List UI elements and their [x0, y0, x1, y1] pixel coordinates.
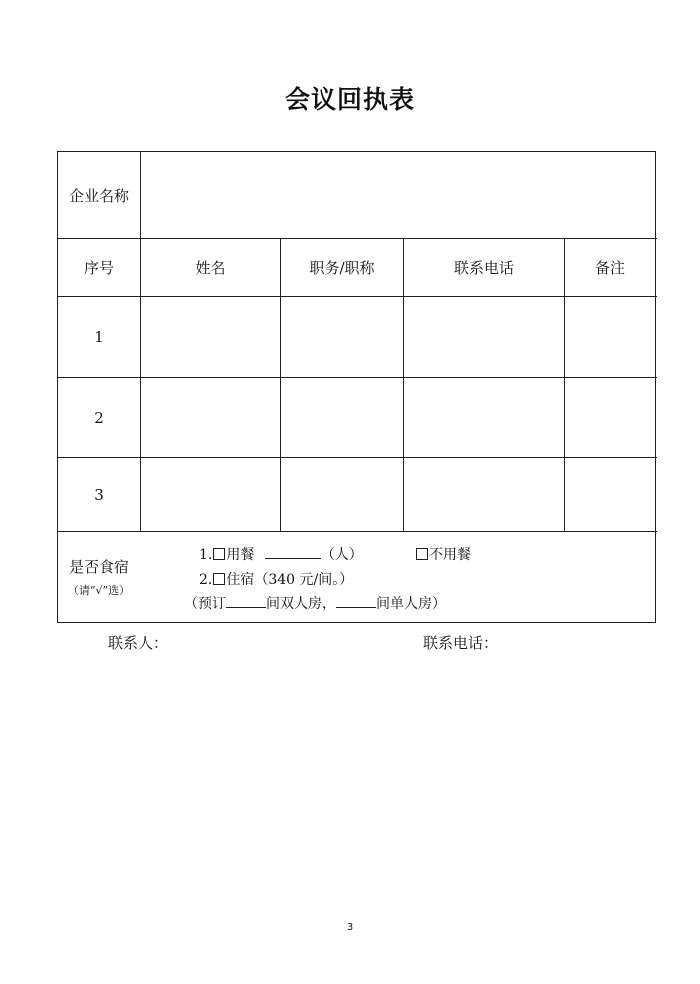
row-number: 3: [94, 485, 104, 504]
row-1-position-field[interactable]: [281, 297, 403, 377]
row-2-remark-field[interactable]: [565, 378, 655, 457]
booking-line: [184, 593, 446, 613]
lodging-option-line: [199, 569, 353, 589]
row-number: 1: [94, 328, 104, 346]
header-name: 姓名: [195, 258, 226, 277]
double-room-label: 间双人房，: [266, 596, 336, 612]
meal-lodging-note: （请“√”选）: [67, 584, 131, 597]
lodging-checkbox[interactable]: [213, 573, 225, 585]
meal-no-option: [415, 544, 471, 564]
row-2-name-field[interactable]: [141, 378, 280, 457]
booking-open: （预订: [184, 596, 226, 612]
row-1-remark-field[interactable]: [565, 297, 655, 377]
meal-unit-label: （人）: [320, 547, 363, 563]
receipt-form-table: [57, 151, 656, 623]
row-3-phone-field[interactable]: [404, 458, 564, 531]
page-title: 会议回执表: [284, 85, 415, 114]
header-remark: 备注: [594, 258, 625, 277]
company-name-field[interactable]: [141, 152, 655, 238]
meal-option-line: [199, 544, 363, 564]
meal-no-checkbox[interactable]: [416, 548, 428, 560]
option-2-prefix: 2.: [199, 572, 213, 588]
row-3-remark-field[interactable]: [565, 458, 655, 531]
row-2-position-field[interactable]: [281, 378, 403, 457]
single-room-label: 间单人房）: [376, 596, 446, 612]
header-seq: 序号: [83, 258, 114, 277]
contact-phone-label: 联系电话：: [423, 634, 499, 652]
header-position: 职务/职称: [309, 258, 375, 277]
meal-count-blank[interactable]: [265, 544, 321, 559]
header-phone: 联系电话: [453, 258, 514, 277]
meal-yes-label: 用餐: [226, 547, 255, 563]
meal-lodging-label: 是否食宿: [68, 558, 129, 576]
row-1-phone-field[interactable]: [404, 297, 564, 377]
row-1-name-field[interactable]: [141, 297, 280, 377]
meal-no-label: 不用餐: [429, 547, 471, 563]
double-room-blank[interactable]: [226, 593, 266, 608]
meal-yes-checkbox[interactable]: [213, 548, 225, 560]
row-2-phone-field[interactable]: [404, 378, 564, 457]
page-number: 3: [346, 922, 354, 933]
option-1-prefix: 1.: [199, 547, 213, 563]
company-name-label: 企业名称: [68, 186, 129, 205]
row-3-position-field[interactable]: [281, 458, 403, 531]
row-number: 2: [94, 408, 104, 427]
row-3-name-field[interactable]: [141, 458, 280, 531]
contact-person-label: 联系人：: [108, 634, 169, 652]
lodging-label: 住宿（340 元/间。）: [226, 572, 354, 588]
single-room-blank[interactable]: [336, 593, 376, 608]
